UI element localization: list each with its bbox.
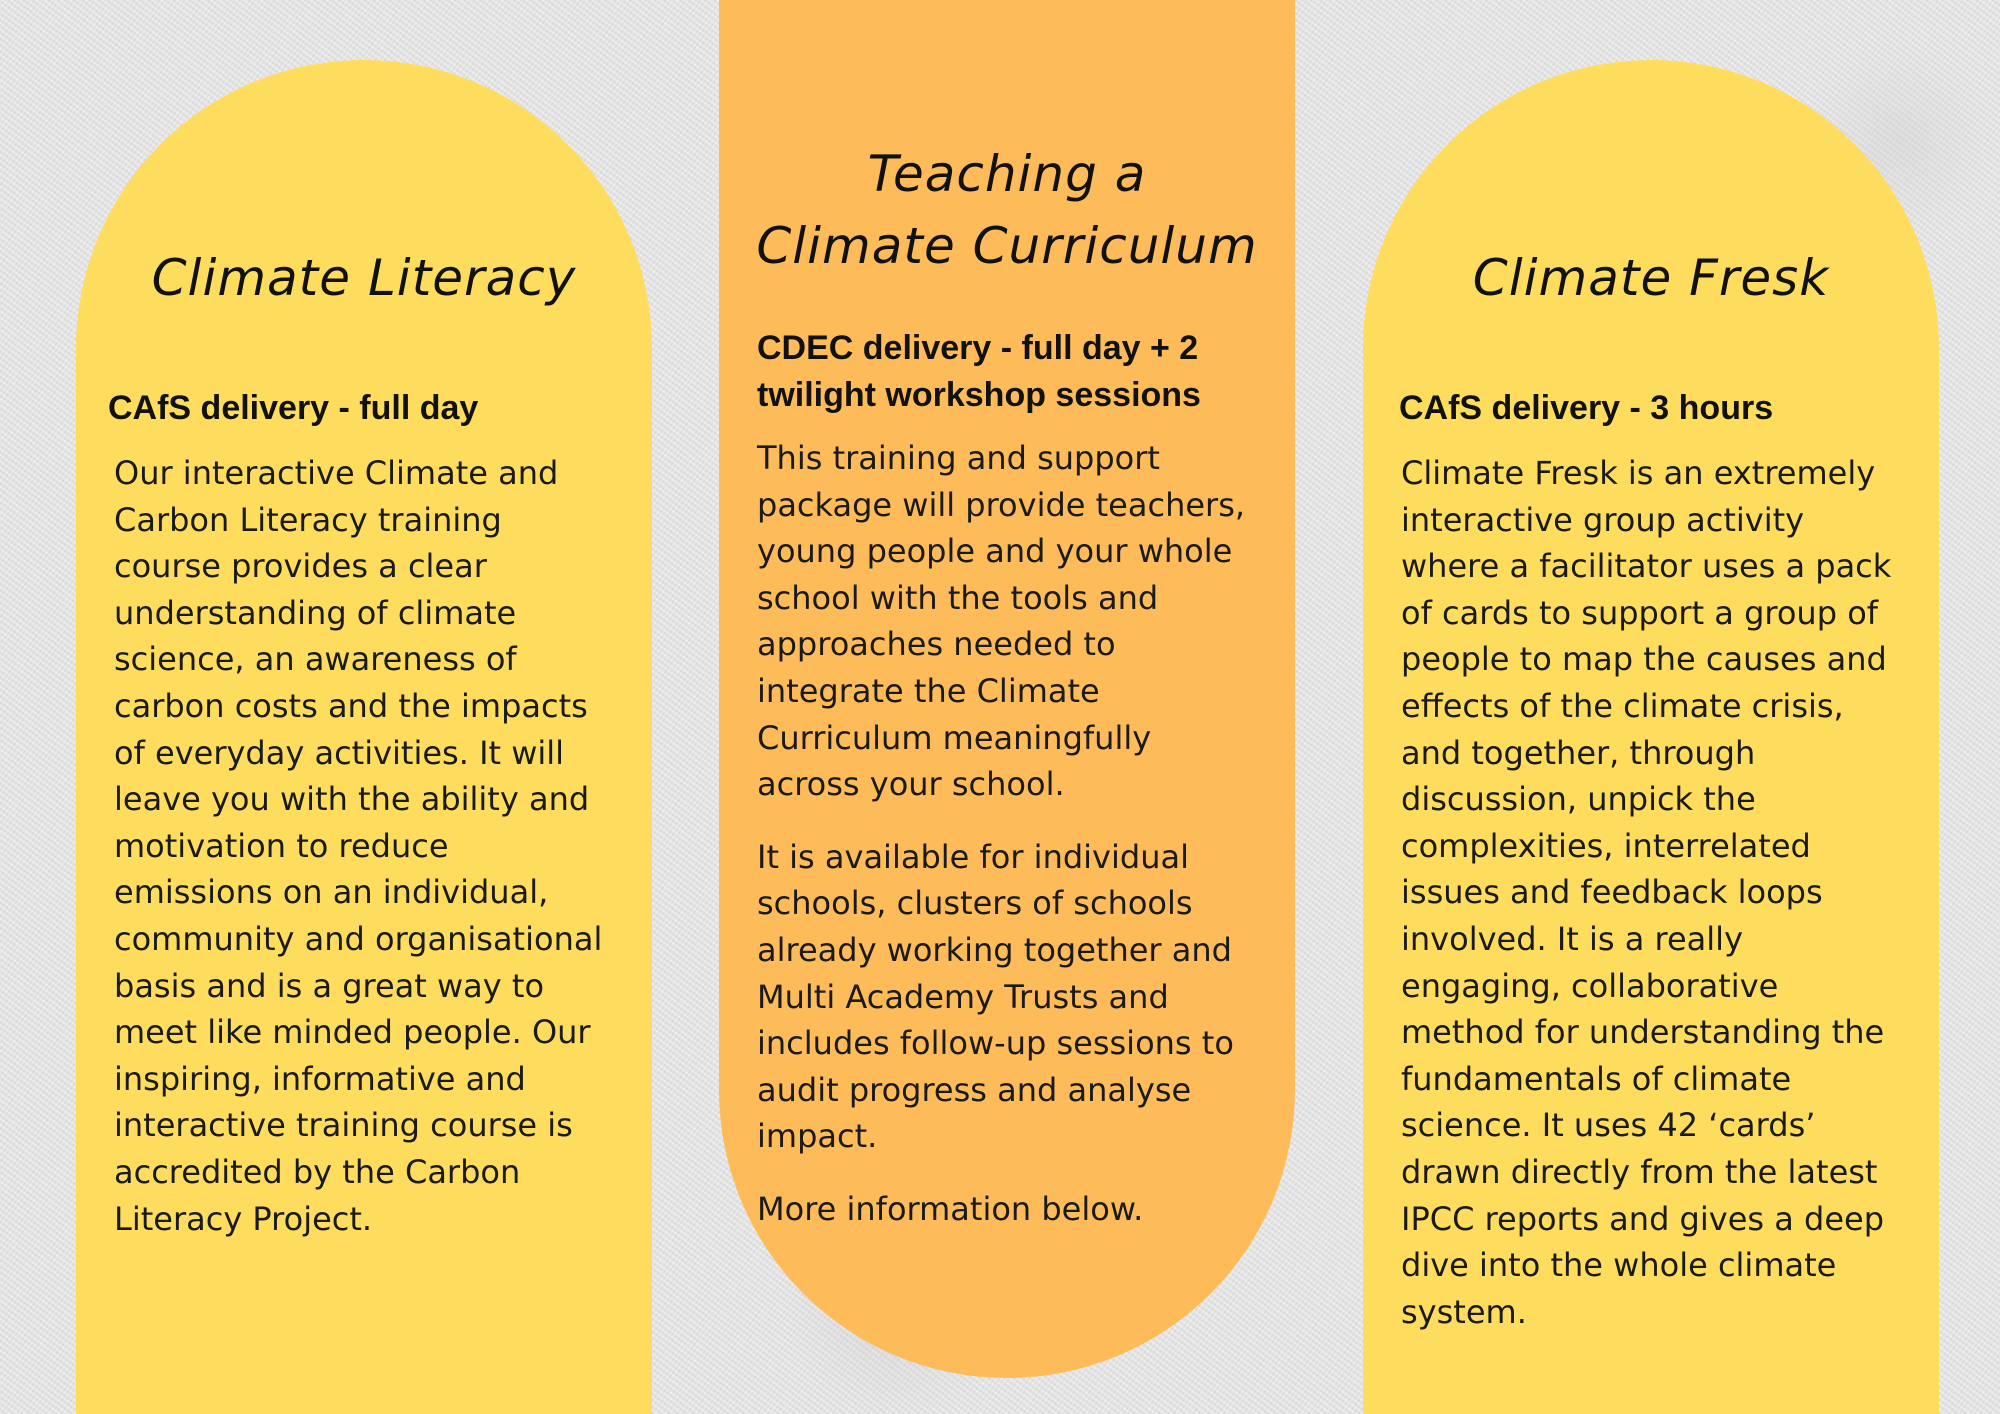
- climate-literacy-subtitle: CAfS delivery - full day: [108, 389, 479, 427]
- climate-fresk-paragraph: Climate Fresk is an extremely interactive group activity where a facilitator uses a pack of cards to support a group of people to map the causes and effects of the climate crisis, and together, through discussion, unpick the complexities, interrelated issues and feedback loops involved. It is a really engaging, collaborative method for understanding the fundamentals of climate science. It uses 42 ‘cards’ drawn directly from the latest IPCC reports and gives a deep dive into the whole climate system.: [1401, 454, 1892, 1331]
- climate-literacy-card: [76, 60, 652, 1414]
- climate-fresk-subtitle: CAfS delivery - 3 hours: [1399, 389, 1774, 427]
- climate-literacy-title: Climate Literacy: [151, 249, 577, 307]
- climate-literacy-description: [114, 450, 614, 1242]
- climate-fresk-card: [1363, 60, 1939, 1414]
- climate-curriculum-description: [757, 435, 1257, 1233]
- climate-fresk-description: [1401, 450, 1911, 1335]
- climate-curriculum-paragraph-1: This training and support package will provide teachers, young people and your whole school with the tools and approaches needed to integrate the Climate Curriculum meaningfully across your school.: [757, 439, 1246, 804]
- climate-curriculum-title-line1: Teaching a: [867, 145, 1147, 203]
- climate-curriculum-card: [719, 0, 1295, 1378]
- climate-curriculum-paragraph-2: It is available for individual schools, clusters of schools already working together and Multi Academy Trusts and includes follow-up sessions to audit progress and analyse impact.: [757, 837, 1234, 1156]
- climate-fresk-title: Climate Fresk: [1472, 249, 1830, 307]
- climate-curriculum-subtitle: CDEC delivery - full day + 2 twilight workshop sessions: [757, 329, 1201, 414]
- climate-literacy-paragraph: Our interactive Climate and Carbon Literacy training course provides a clear understanding of climate science, an awareness of carbon costs and the impacts of everyday activities. It will leave you with the ability and motivation to reduce emissions on an individual, community and organisational basis and is a great way to meet like minded people. Our inspiring, informative and interactive training course is accredited by the Carbon Literacy Project.: [114, 454, 603, 1238]
- climate-curriculum-more-info: More information below.: [757, 1189, 1144, 1228]
- climate-curriculum-title-line2: Climate Curriculum: [756, 217, 1258, 275]
